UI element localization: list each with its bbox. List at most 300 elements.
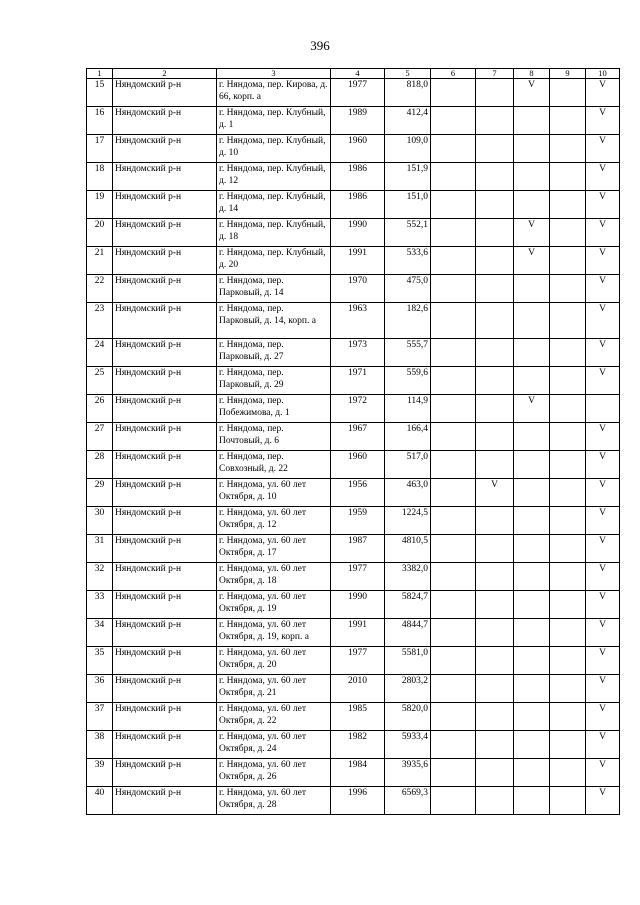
col6-mark — [431, 675, 476, 703]
col9-mark — [550, 275, 586, 303]
area-cell: 6569,3 — [385, 787, 431, 815]
col10-mark: V — [586, 563, 620, 591]
col7-mark — [476, 507, 514, 535]
col8-mark — [514, 647, 550, 675]
row-number: 18 — [87, 163, 113, 191]
table-row — [87, 107, 620, 135]
col10-mark: V — [586, 535, 620, 563]
table-row — [87, 451, 620, 479]
district-cell: Няндомский р-н — [113, 247, 217, 275]
district-cell: Няндомский р-н — [113, 619, 217, 647]
area-cell: 4810,5 — [385, 535, 431, 563]
row-number: 20 — [87, 219, 113, 247]
row-number: 22 — [87, 275, 113, 303]
year-cell: 1977 — [331, 647, 385, 675]
area-cell: 182,6 — [385, 303, 431, 339]
col6-mark — [431, 507, 476, 535]
district-cell: Няндомский р-н — [113, 563, 217, 591]
year-cell: 1985 — [331, 703, 385, 731]
col10-mark: V — [586, 759, 620, 787]
address-cell: г. Няндома, ул. 60 лет Октября, д. 17 — [217, 535, 331, 563]
col6-mark — [431, 759, 476, 787]
table-row — [87, 759, 620, 787]
area-cell: 559,6 — [385, 367, 431, 395]
col9-mark — [550, 191, 586, 219]
col10-mark: V — [586, 703, 620, 731]
area-cell: 166,4 — [385, 423, 431, 451]
address-cell: г. Няндома, ул. 60 лет Октября, д. 21 — [217, 675, 331, 703]
area-cell: 5824,7 — [385, 591, 431, 619]
year-cell: 2010 — [331, 675, 385, 703]
district-cell: Няндомский р-н — [113, 703, 217, 731]
row-number: 26 — [87, 395, 113, 423]
table-body — [87, 79, 620, 815]
area-cell: 5820,0 — [385, 703, 431, 731]
column-number-6: 6 — [431, 69, 476, 79]
col10-mark: V — [586, 191, 620, 219]
district-cell: Няндомский р-н — [113, 535, 217, 563]
district-cell: Няндомский р-н — [113, 647, 217, 675]
col10-mark: V — [586, 303, 620, 339]
col6-mark — [431, 731, 476, 759]
col7-mark — [476, 275, 514, 303]
address-cell: г. Няндома, ул. 60 лет Октября, д. 18 — [217, 563, 331, 591]
year-cell: 1990 — [331, 591, 385, 619]
col6-mark — [431, 339, 476, 367]
col7-mark — [476, 675, 514, 703]
col8-mark — [514, 591, 550, 619]
row-number: 38 — [87, 731, 113, 759]
col7-mark — [476, 191, 514, 219]
district-cell: Няндомский р-н — [113, 135, 217, 163]
table-row — [87, 703, 620, 731]
col9-mark — [550, 619, 586, 647]
col9-mark — [550, 591, 586, 619]
district-cell: Няндомский р-н — [113, 163, 217, 191]
area-cell: 3382,0 — [385, 563, 431, 591]
col8-mark — [514, 163, 550, 191]
col8-mark — [514, 135, 550, 163]
col7-mark — [476, 79, 514, 107]
col7-mark — [476, 759, 514, 787]
col8-mark — [514, 367, 550, 395]
col8-mark — [514, 451, 550, 479]
col6-mark — [431, 275, 476, 303]
col9-mark — [550, 395, 586, 423]
row-number: 36 — [87, 675, 113, 703]
col10-mark: V — [586, 339, 620, 367]
district-cell: Няндомский р-н — [113, 191, 217, 219]
address-cell: г. Няндома, ул. 60 лет Октября, д. 19 — [217, 591, 331, 619]
col8-mark — [514, 731, 550, 759]
district-cell: Няндомский р-н — [113, 395, 217, 423]
address-cell: г. Няндома, ул. 60 лет Октября, д. 28 — [217, 787, 331, 815]
row-number: 39 — [87, 759, 113, 787]
col6-mark — [431, 219, 476, 247]
year-cell: 1959 — [331, 507, 385, 535]
col10-mark: V — [586, 787, 620, 815]
col8-mark — [514, 787, 550, 815]
district-cell: Няндомский р-н — [113, 451, 217, 479]
col8-mark — [514, 675, 550, 703]
column-number-8: 8 — [514, 69, 550, 79]
column-number-1: 1 — [87, 69, 113, 79]
table-row — [87, 731, 620, 759]
district-cell: Няндомский р-н — [113, 303, 217, 339]
col7-mark — [476, 787, 514, 815]
table-row — [87, 163, 620, 191]
year-cell: 1984 — [331, 759, 385, 787]
area-cell: 412,4 — [385, 107, 431, 135]
col7-mark — [476, 163, 514, 191]
district-cell: Няндомский р-н — [113, 507, 217, 535]
table-row — [87, 647, 620, 675]
column-number-10: 10 — [586, 69, 620, 79]
col7-mark — [476, 703, 514, 731]
col8-mark — [514, 107, 550, 135]
col10-mark: V — [586, 619, 620, 647]
area-cell: 475,0 — [385, 275, 431, 303]
area-cell: 533,6 — [385, 247, 431, 275]
year-cell: 1971 — [331, 367, 385, 395]
year-cell: 1977 — [331, 563, 385, 591]
row-number: 24 — [87, 339, 113, 367]
district-cell: Няндомский р-н — [113, 675, 217, 703]
address-cell: г. Няндома, ул. 60 лет Октября, д. 22 — [217, 703, 331, 731]
address-cell: г. Няндома, пер. Клубный, д. 20 — [217, 247, 331, 275]
col9-mark — [550, 339, 586, 367]
row-number: 16 — [87, 107, 113, 135]
col10-mark: V — [586, 79, 620, 107]
address-cell: г. Няндома, пер. Клубный, д. 12 — [217, 163, 331, 191]
address-cell: г. Няндома, ул. 60 лет Октября, д. 20 — [217, 647, 331, 675]
table-row — [87, 191, 620, 219]
year-cell: 1972 — [331, 395, 385, 423]
row-number: 34 — [87, 619, 113, 647]
col6-mark — [431, 535, 476, 563]
col7-mark — [476, 395, 514, 423]
area-cell: 555,7 — [385, 339, 431, 367]
col10-mark: V — [586, 423, 620, 451]
year-cell: 1987 — [331, 535, 385, 563]
table-row — [87, 591, 620, 619]
page-number: 396 — [310, 38, 330, 53]
address-cell: г. Няндома, пер. Клубный, д. 10 — [217, 135, 331, 163]
col7-mark — [476, 731, 514, 759]
district-cell: Няндомский р-н — [113, 79, 217, 107]
address-cell: г. Няндома, ул. 60 лет Октября, д. 26 — [217, 759, 331, 787]
col9-mark — [550, 163, 586, 191]
col8-mark: V — [514, 219, 550, 247]
area-cell: 1224,5 — [385, 507, 431, 535]
col9-mark — [550, 787, 586, 815]
col8-mark — [514, 339, 550, 367]
area-cell: 4844,7 — [385, 619, 431, 647]
col7-mark — [476, 303, 514, 339]
year-cell: 1986 — [331, 191, 385, 219]
year-cell: 1990 — [331, 219, 385, 247]
address-cell: г. Няндома, пер. Парковый, д. 14, корп. а — [217, 303, 331, 339]
row-number: 28 — [87, 451, 113, 479]
col9-mark — [550, 247, 586, 275]
col7-mark — [476, 247, 514, 275]
row-number: 40 — [87, 787, 113, 815]
col6-mark — [431, 395, 476, 423]
col9-mark — [550, 535, 586, 563]
table-row — [87, 563, 620, 591]
table-row — [87, 423, 620, 451]
year-cell: 1977 — [331, 79, 385, 107]
row-number: 35 — [87, 647, 113, 675]
row-number: 19 — [87, 191, 113, 219]
column-number-2: 2 — [113, 69, 217, 79]
col6-mark — [431, 247, 476, 275]
col7-mark — [476, 339, 514, 367]
district-cell: Няндомский р-н — [113, 339, 217, 367]
column-number-row — [87, 69, 620, 79]
row-number: 25 — [87, 367, 113, 395]
col9-mark — [550, 703, 586, 731]
table-row — [87, 395, 620, 423]
col9-mark — [550, 303, 586, 339]
col7-mark — [476, 219, 514, 247]
col9-mark — [550, 675, 586, 703]
col6-mark — [431, 367, 476, 395]
address-cell: г. Няндома, ул. 60 лет Октября, д. 24 — [217, 731, 331, 759]
col6-mark — [431, 107, 476, 135]
row-number: 30 — [87, 507, 113, 535]
table-row — [87, 247, 620, 275]
column-number-4: 4 — [331, 69, 385, 79]
column-number-7: 7 — [476, 69, 514, 79]
address-cell: г. Няндома, пер. Парковый, д. 29 — [217, 367, 331, 395]
table-row — [87, 479, 620, 507]
table-row — [87, 535, 620, 563]
col8-mark: V — [514, 79, 550, 107]
col9-mark — [550, 563, 586, 591]
area-cell: 151,9 — [385, 163, 431, 191]
col10-mark: V — [586, 275, 620, 303]
area-cell: 5933,4 — [385, 731, 431, 759]
col6-mark — [431, 703, 476, 731]
address-cell: г. Няндома, пер. Почтовый, д. 6 — [217, 423, 331, 451]
col8-mark — [514, 535, 550, 563]
area-cell: 517,0 — [385, 451, 431, 479]
col6-mark — [431, 787, 476, 815]
year-cell: 1991 — [331, 247, 385, 275]
district-cell: Няндомский р-н — [113, 759, 217, 787]
year-cell: 1960 — [331, 451, 385, 479]
row-number: 33 — [87, 591, 113, 619]
address-cell: г. Няндома, пер. Побежимова, д. 1 — [217, 395, 331, 423]
row-number: 23 — [87, 303, 113, 339]
table-row — [87, 339, 620, 367]
col10-mark: V — [586, 479, 620, 507]
col6-mark — [431, 79, 476, 107]
district-cell: Няндомский р-н — [113, 591, 217, 619]
district-cell: Няндомский р-н — [113, 219, 217, 247]
district-cell: Няндомский р-н — [113, 787, 217, 815]
col7-mark — [476, 535, 514, 563]
col7-mark — [476, 107, 514, 135]
col6-mark — [431, 135, 476, 163]
year-cell: 1970 — [331, 275, 385, 303]
col8-mark: V — [514, 395, 550, 423]
col10-mark: V — [586, 731, 620, 759]
col6-mark — [431, 591, 476, 619]
area-cell: 5581,0 — [385, 647, 431, 675]
col9-mark — [550, 79, 586, 107]
col6-mark — [431, 479, 476, 507]
col9-mark — [550, 107, 586, 135]
col10-mark: V — [586, 591, 620, 619]
year-cell: 1986 — [331, 163, 385, 191]
area-cell: 114,9 — [385, 395, 431, 423]
col7-mark — [476, 591, 514, 619]
column-number-9: 9 — [550, 69, 586, 79]
table-row — [87, 507, 620, 535]
col6-mark — [431, 163, 476, 191]
col8-mark — [514, 191, 550, 219]
col8-mark — [514, 759, 550, 787]
col6-mark — [431, 647, 476, 675]
table-row — [87, 275, 620, 303]
row-number: 17 — [87, 135, 113, 163]
col7-mark — [476, 451, 514, 479]
col6-mark — [431, 423, 476, 451]
year-cell: 1956 — [331, 479, 385, 507]
address-cell: г. Няндома, пер. Парковый, д. 27 — [217, 339, 331, 367]
table-row — [87, 79, 620, 107]
year-cell: 1967 — [331, 423, 385, 451]
area-cell: 2803,2 — [385, 675, 431, 703]
table-row — [87, 219, 620, 247]
year-cell: 1989 — [331, 107, 385, 135]
address-cell: г. Няндома, пер. Кирова, д. 66, корп. а — [217, 79, 331, 107]
district-cell: Няндомский р-н — [113, 479, 217, 507]
col9-mark — [550, 731, 586, 759]
col6-mark — [431, 451, 476, 479]
col8-mark: V — [514, 247, 550, 275]
year-cell: 1996 — [331, 787, 385, 815]
area-cell: 463,0 — [385, 479, 431, 507]
col8-mark — [514, 303, 550, 339]
col7-mark: V — [476, 479, 514, 507]
col7-mark — [476, 619, 514, 647]
table-row — [87, 675, 620, 703]
address-cell: г. Няндома, ул. 60 лет Октября, д. 12 — [217, 507, 331, 535]
col8-mark — [514, 507, 550, 535]
area-cell: 818,0 — [385, 79, 431, 107]
col8-mark — [514, 423, 550, 451]
col10-mark: V — [586, 507, 620, 535]
year-cell: 1963 — [331, 303, 385, 339]
col10-mark: V — [586, 247, 620, 275]
area-cell: 151,0 — [385, 191, 431, 219]
col10-mark: V — [586, 163, 620, 191]
col7-mark — [476, 135, 514, 163]
col7-mark — [476, 367, 514, 395]
row-number: 31 — [87, 535, 113, 563]
col10-mark: V — [586, 107, 620, 135]
col8-mark — [514, 275, 550, 303]
address-cell: г. Няндома, пер. Совхозный, д. 22 — [217, 451, 331, 479]
col7-mark — [476, 563, 514, 591]
year-cell: 1973 — [331, 339, 385, 367]
col10-mark: V — [586, 367, 620, 395]
col8-mark — [514, 479, 550, 507]
table-row — [87, 303, 620, 339]
address-cell: г. Няндома, ул. 60 лет Октября, д. 10 — [217, 479, 331, 507]
col10-mark: V — [586, 647, 620, 675]
address-cell: г. Няндома, пер. Клубный, д. 18 — [217, 219, 331, 247]
col10-mark — [586, 395, 620, 423]
col9-mark — [550, 135, 586, 163]
col6-mark — [431, 303, 476, 339]
row-number: 37 — [87, 703, 113, 731]
column-number-3: 3 — [217, 69, 331, 79]
col10-mark: V — [586, 675, 620, 703]
year-cell: 1960 — [331, 135, 385, 163]
column-number-5: 5 — [385, 69, 431, 79]
col9-mark — [550, 451, 586, 479]
table-row — [87, 367, 620, 395]
row-number: 15 — [87, 79, 113, 107]
col9-mark — [550, 479, 586, 507]
district-cell: Няндомский р-н — [113, 275, 217, 303]
col9-mark — [550, 423, 586, 451]
col10-mark: V — [586, 451, 620, 479]
col9-mark — [550, 759, 586, 787]
address-cell: г. Няндома, ул. 60 лет Октября, д. 19, корп. а — [217, 619, 331, 647]
col6-mark — [431, 191, 476, 219]
table-row — [87, 619, 620, 647]
row-number: 29 — [87, 479, 113, 507]
year-cell: 1982 — [331, 731, 385, 759]
col9-mark — [550, 219, 586, 247]
address-cell: г. Няндома, пер. Клубный, д. 14 — [217, 191, 331, 219]
row-number: 27 — [87, 423, 113, 451]
area-cell: 552,1 — [385, 219, 431, 247]
area-cell: 109,0 — [385, 135, 431, 163]
col8-mark — [514, 703, 550, 731]
district-cell: Няндомский р-н — [113, 731, 217, 759]
address-cell: г. Няндома, пер. Клубный, д. 1 — [217, 107, 331, 135]
col7-mark — [476, 423, 514, 451]
col9-mark — [550, 647, 586, 675]
district-cell: Няндомский р-н — [113, 423, 217, 451]
col6-mark — [431, 563, 476, 591]
col9-mark — [550, 507, 586, 535]
year-cell: 1991 — [331, 619, 385, 647]
row-number: 32 — [87, 563, 113, 591]
col10-mark: V — [586, 135, 620, 163]
buildings-table — [86, 68, 620, 815]
table-row — [87, 135, 620, 163]
district-cell: Няндомский р-н — [113, 107, 217, 135]
col10-mark: V — [586, 219, 620, 247]
col6-mark — [431, 619, 476, 647]
row-number: 21 — [87, 247, 113, 275]
address-cell: г. Няндома, пер. Парковый, д. 14 — [217, 275, 331, 303]
col9-mark — [550, 367, 586, 395]
area-cell: 3935,6 — [385, 759, 431, 787]
col8-mark — [514, 619, 550, 647]
table-row — [87, 787, 620, 815]
col7-mark — [476, 647, 514, 675]
col8-mark — [514, 563, 550, 591]
district-cell: Няндомский р-н — [113, 367, 217, 395]
